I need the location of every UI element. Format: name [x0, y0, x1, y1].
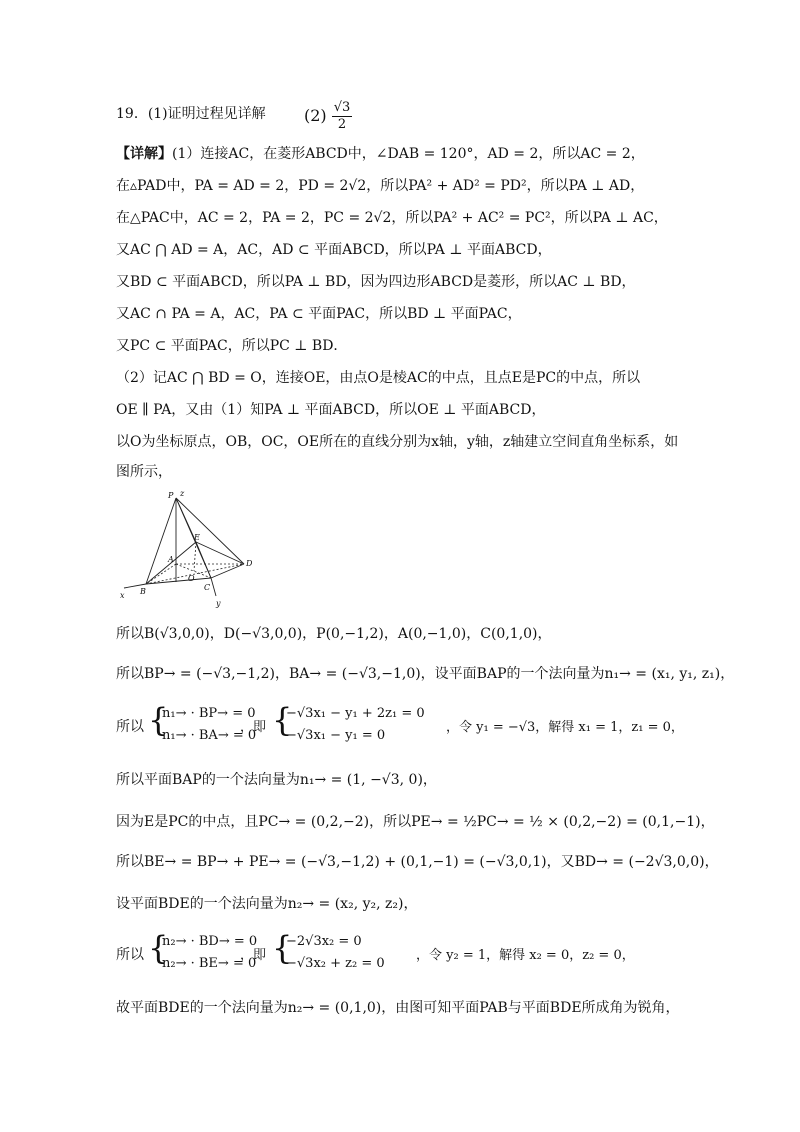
solution-line-18: 所以BE→ = BP→ + PE→ = (−√3,−1,2) + (0,1,−1) = (−√3,0,1)，又BD→ = (−2√3,0,0)，: [116, 854, 719, 870]
edge-CD: [211, 564, 244, 578]
solution-line-11: 以O为坐标原点，OB，OC，OE所在的直线分别为x轴，y轴，z轴建立空间直角坐标系，如: [116, 434, 679, 450]
solution-line-5: 又AC ⋂ AD = A，AC，AD ⊂ 平面ABCD，所以PA ⊥ 平面ABCD，: [116, 242, 552, 258]
system-1-eq3: −√3x₁ − y₁ + 2z₁ = 0: [286, 706, 425, 721]
brace-2b-icon: {: [272, 929, 293, 967]
system-1-connector: ，即: [240, 720, 267, 735]
solution-line-7: 又AC ∩ PA = A，AC，PA ⊂ 平面PAC，所以BD ⊥ 平面PAC，: [116, 306, 522, 322]
system-1-eq1: n₁→ · BP→ = 0: [162, 706, 256, 721]
answer-part1: 19．(1)证明过程见详解: [116, 106, 266, 122]
label-D: D: [246, 559, 253, 568]
equation-system-1: [116, 700, 684, 748]
solution-line-6: 又BD ⊂ 平面ABCD，所以PA ⊥ BD，因为四边形ABCD是菱形，所以AC ⊥ BD，: [116, 274, 636, 290]
solution-line-16: 所以平面BAP的一个法向量为n₁→ = (1, −√3, 0)，: [116, 772, 437, 788]
hidden-edge-AB: [146, 564, 176, 584]
system-2-eq4: −√3x₂ + z₂ = 0: [286, 956, 385, 971]
label-z: z: [180, 489, 185, 498]
solution-line-2: [116, 144, 676, 164]
brace-1b-icon: {: [272, 701, 293, 739]
system-2-tail: ，令 y₂ = 1，解得 x₂ = 0，z₂ = 0，: [416, 948, 635, 963]
solution-line-12: 图所示，: [116, 464, 172, 480]
label-A: A: [168, 555, 174, 564]
solution-line-17: 因为E是PC的中点，且PC→ = (0,2,−2)，所以PE→ = ½PC→ = ½ × (0,2,−2) = (0,1,−1)，: [116, 814, 715, 830]
brace-1a-icon: {: [148, 701, 169, 739]
system-2-eq2: n₂→ · BE→ = 0: [162, 956, 257, 971]
system-2-label: 所以: [116, 947, 144, 963]
fraction-denominator: 2: [337, 117, 347, 132]
system-1-eq2: n₁→ · BA→ = 0: [162, 728, 257, 743]
label-y: y: [216, 599, 221, 608]
y-axis: [211, 578, 216, 596]
label-B: B: [140, 587, 146, 596]
solution-line-10: OE ∥ PA，又由（1）知PA ⊥ 平面ABCD，所以OE ⊥ 平面ABCD，: [116, 402, 546, 418]
solution-line-3: 在▵PAD中，PA = AD = 2，PD = 2√2，所以PA² + AD² = PD²，所以PA ⊥ AD，: [116, 178, 645, 194]
label-O: O: [188, 574, 195, 583]
answer-fraction: [332, 100, 353, 133]
answer-part2: [304, 100, 352, 133]
label-x: x: [120, 591, 125, 600]
hidden-edge-BD: [146, 564, 244, 584]
detail-heading: 【详解】: [116, 146, 172, 162]
answer-part2-prefix: (2): [304, 106, 327, 125]
system-2-eq1: n₂→ · BD→ = 0: [162, 934, 258, 949]
system-2-eq3: −2√3x₂ = 0: [286, 934, 362, 949]
edge-BC: [146, 578, 211, 584]
solution-line-21: 故平面BDE的一个法向量为n₂→ = (0,1,0)，由图可知平面PAB与平面BDE所成角为锐角，: [116, 1000, 680, 1016]
label-P: P: [168, 491, 174, 500]
solution-line-8: 又PC ⊂ 平面PAC，所以PC ⊥ BD．: [116, 338, 348, 354]
solution-line-9: （2）记AC ⋂ BD = O，连接OE，由点O是棱AC的中点，且点E是PC的中点，所以: [116, 370, 641, 386]
label-C: C: [204, 583, 211, 592]
system-1-label: 所以: [116, 719, 144, 735]
answer-line: [116, 104, 676, 124]
label-E: E: [194, 533, 200, 542]
line-2-text: (1）连接AC，在菱形ABCD中，∠DAB = 120°，AD = 2，所以AC = 2，: [172, 146, 645, 162]
equation-system-2: [116, 928, 676, 976]
hidden-segment-OE: [194, 542, 196, 571]
solution-line-14: 所以BP→ = (−√3,−1,2)，BA→ = (−√3,−1,0)，设平面BAP的一个法向量为n₁→ = (x₁, y₁, z₁)，: [116, 666, 735, 682]
coordinate-figure: [116, 488, 256, 608]
segment-PE: [176, 498, 196, 542]
fraction-numerator: √3: [333, 100, 351, 115]
solution-line-4: 在△PAC中，AC = 2，PA = 2，PC = 2√2，所以PA² + AC² = PC²，所以PA ⊥ AC，: [116, 210, 668, 226]
system-2-connector: ，即: [240, 948, 267, 963]
brace-2a-icon: {: [148, 929, 169, 967]
system-1-tail: ，令 y₁ = −√3，解得 x₁ = 1，z₁ = 0，: [446, 720, 684, 735]
solution-line-13: 所以B(√3,0,0)，D(−√3,0,0)，P(0,−1,2)，A(0,−1,0)，C(0,1,0)，: [116, 626, 552, 642]
system-1-eq4: −√3x₁ − y₁ = 0: [286, 728, 386, 743]
edge-PD: [176, 498, 244, 564]
solution-line-19: 设平面BDE的一个法向量为n₂→ = (x₂, y₂, z₂)，: [116, 896, 418, 912]
